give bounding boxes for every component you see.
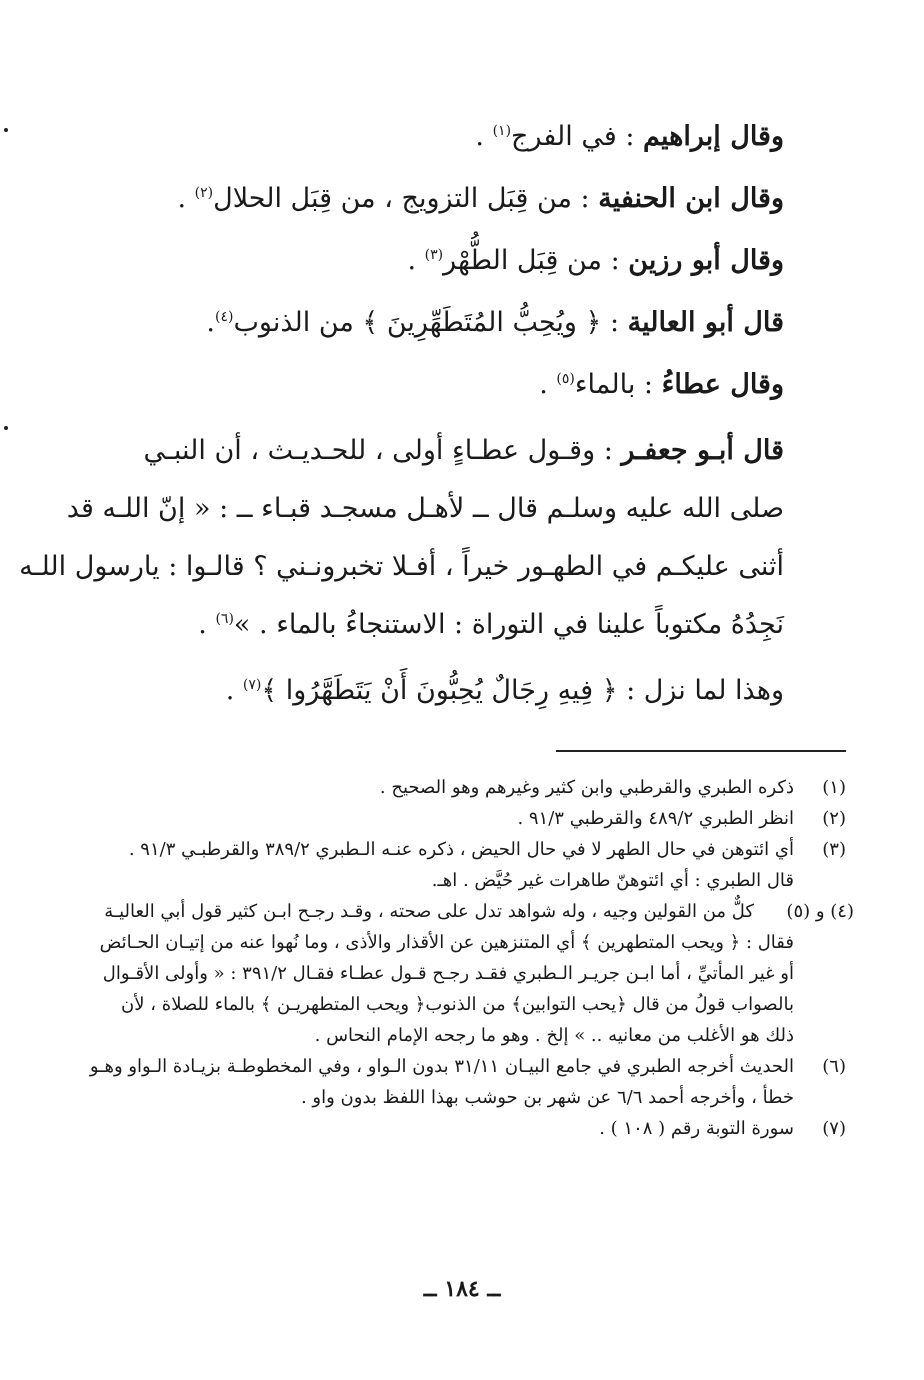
main-line-2 [177,170,784,228]
line-tail: . [198,609,216,640]
footnotes [89,772,854,1144]
line-text: : وقـول عطـاءٍ أولى ، للحـديـث ، أن النبـي [143,435,613,466]
page-number: ــ ١٨٤ ــ [423,1276,501,1302]
footnote-4-5 [99,896,854,1051]
line-text: نَجِدُهُ مكتوباً علينا في التوراة : الاستنجاءُ بالماء . » [233,609,784,640]
paragraph-line-2 [67,480,784,538]
footnote-line: سورة التوبة رقم ( ١٠٨ ) . [599,1118,794,1139]
footnote-ref: (٣) [424,247,444,263]
line-tail: . [407,245,425,276]
footnote-line: بالصواب قولُ من قال ﴿يحب التوابين﴾ من الذنوب﴿ ويحب المتطهريـن ﴾ بالماء للصلاة ، لأن [121,994,794,1015]
footnote-line: الحديث أخرجه الطبري في جامع البيـان ٣١/١١ بدون الـواو ، وفي المخطوطـة بزيـادة الـواو وهـو [89,1056,794,1077]
footnote-line: أو غير المأتيِّ ، أما ابـن جريـر الـطبري فقـد رجـح قـول عطـاء فقـال ٣٩١/٢ : « وأولى الأقـوال [102,963,794,984]
footnote-number: (٤) و (٥) [786,901,854,922]
speaker: قال أبـو جعفـر [621,435,784,466]
footnote-line: كلٌّ من القولين وجيه ، وله شواهد تدل على صحته ، وقـد رجـح ابـن كثير قول أبي العاليـة [104,901,754,922]
footnote-line: خطأ ، وأخرجه أحمد ٦/٦ عن شهر بن حوشب بهذا اللفظ بدون واو . [300,1087,794,1108]
line-text: وهذا لما نزل : ﴿ فِيهِ رِجَالٌ يُحِبُّونَ أَنْ يَتَطَهَّرُوا ﴾ [261,675,784,706]
footnote-line: أي ائتوهن في حال الطهر لا في حال الحيض ، ذكره عنـه الـطبري ٣٨٩/٢ والقرطبـي ٩١/٣ . [128,839,794,860]
main-line-4 [206,294,784,352]
line-tail: . [177,183,195,214]
footnote-ref: (٥) [556,371,575,387]
footnote-ref: (٧) [242,677,262,693]
speaker: وقال عطاءُ [661,369,784,400]
speaker: وقال ابن الحنفية [598,183,784,214]
footnote-ref: (٢) [194,185,214,201]
footnote-7 [106,1113,846,1144]
footnote-ref: (٦) [215,611,234,627]
line-text: : في الفرج [511,121,635,152]
line-text: صلى الله عليه وسلـم قال ــ لأهـل مسجـد قبـاء ــ : « إنّ اللـه قد [66,493,784,524]
footnote-number: (١) [822,777,846,798]
speaker: وقال أبو رزين [628,245,784,276]
speaker: قال أبو العالية [627,307,784,338]
main-text [19,100,784,720]
line-text: : ﴿ ويُحِبُّ المُتَطَهِّرِينَ ﴾ من الذنوب [233,307,620,338]
footnote-ref: (٤) [215,309,234,325]
footnote-line: ذكره الطبري والقرطبي وابن كثير وغيرهم وهو الصحيح . [379,777,794,798]
main-last-line [226,662,784,720]
line-text: : من قِبَل التزويج ، من قِبَل الحلال [213,183,590,214]
paragraph-line-1 [143,422,784,480]
margin-mark [4,426,8,430]
footnote-number: (٣) [822,839,846,860]
margin-mark [4,128,8,132]
speaker: وقال إبراهيم [643,121,784,152]
paragraph-line-4 [198,596,784,654]
footnote-number: (٢) [822,808,846,829]
footnote-line: ذلك هو الأغلب من معانيه .. » إلخ . وهو ما رجحه الإمام النحاس . [314,1025,794,1046]
footnote-1 [106,772,846,803]
paragraph-line-3 [19,538,784,596]
footnote-line: قال الطبري : أي ائتوهنّ طاهرات غير حُيَّض . اهـ. [431,870,794,891]
footnote-divider [556,750,846,752]
main-line-1 [475,108,784,166]
line-tail: . [539,369,557,400]
footnote-2 [106,803,846,834]
line-tail: . [206,307,215,338]
footnote-ref: (١) [492,123,512,139]
footnote-line: فقال : ﴿ ويحب المتطهرين ﴾ أي المتنزهين عن الأقذار والأذى ، وما نُهوا عنه من إتيـان الحـائض [99,932,794,953]
main-line-3 [407,232,784,290]
footnote-6 [89,1051,846,1113]
footnote-line: انظر الطبري ٤٨٩/٢ والقرطبي ٩١/٣ . [517,808,794,829]
line-text: : من قِبَل الطُّهْر [443,245,620,276]
footnote-number: (٧) [822,1118,846,1139]
line-tail: . [225,675,243,706]
line-text: : بالماء [574,369,654,400]
line-text: أثنى عليكـم في الطهـور خيراً ، أفـلا تخبرونـني ؟ قالـوا : يارسول اللـه [19,551,784,582]
footnote-3 [106,834,846,896]
line-tail: . [475,121,493,152]
main-line-5 [539,356,784,414]
footnote-number: (٦) [822,1056,846,1077]
